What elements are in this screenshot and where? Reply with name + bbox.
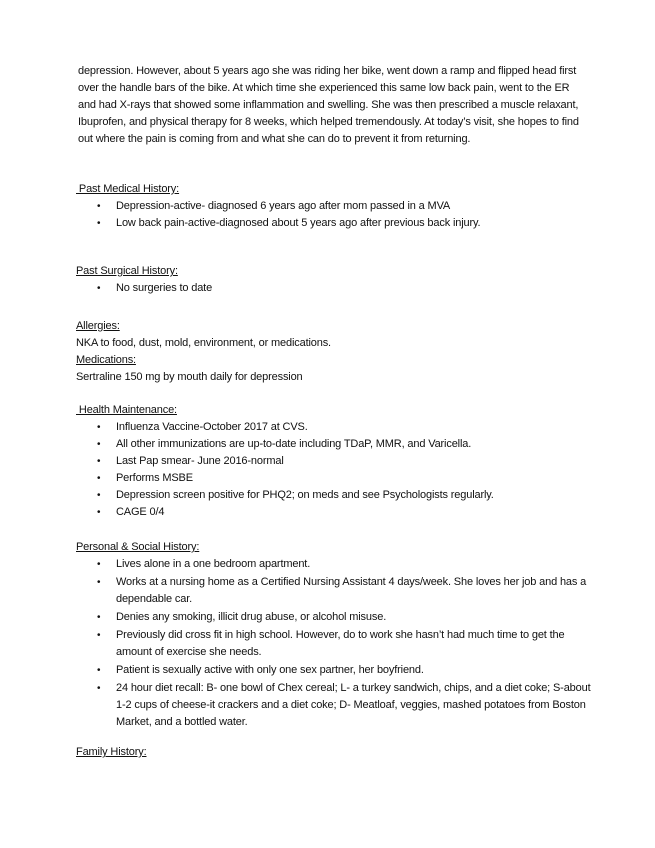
bullet-icon: •: [97, 201, 101, 212]
bullet-icon: •: [97, 490, 101, 501]
past-medical-history-list: [76, 198, 596, 232]
personal-social-history-section: [76, 539, 596, 732]
bullet-icon: •: [97, 630, 101, 641]
list-item: • Lives alone in a one bedroom apartment.: [76, 556, 596, 573]
list-item: • Denies any smoking, illicit drug abuse, or alcohol misuse.: [76, 609, 596, 626]
bullet-icon: •: [97, 422, 101, 433]
bullet-icon: •: [97, 283, 101, 294]
bullet-icon: •: [97, 683, 101, 694]
bullet-icon: •: [97, 456, 101, 467]
list-item: • Depression screen positive for PHQ2; on meds and see Psychologists regularly.: [76, 487, 596, 504]
past-medical-history-section: [76, 181, 596, 232]
allergies-text: NKA to food, dust, mold, environment, or medications.: [76, 337, 331, 349]
hpi-paragraph: depression. However, about 5 years ago she was riding her bike, went down a ramp and flipped head first over the handle bars of the bike. At which time she experienced this same low back pain, went to the ER and had X-rays that showed some inflammation and swelling. She was then prescribed a muscle relaxant, Ibuprofen, and physical therapy for 8 weeks, which helped tremendously. At today’s visit, she hopes to find out where the pain is coming from and what she can do to prevent it from returning.: [78, 65, 579, 145]
bullet-icon: •: [97, 473, 101, 484]
list-item: • 24 hour diet recall: B- one bowl of Chex cereal; L- a turkey sandwich, chips, and a diet coke; S-about 1-2 cups of cheese-it crackers and a diet coke; D- Meatloaf, veggies, mashed potatoes from Boston Market, and a bottled water.: [97, 682, 591, 728]
bullet-icon: •: [97, 439, 101, 450]
list-item: • All other immunizations are up-to-date including TDaP, MMR, and Varicella.: [76, 436, 596, 453]
allergies-medications-section: [76, 318, 596, 386]
bullet-icon: •: [97, 612, 101, 623]
list-item: • Last Pap smear- June 2016-normal: [76, 453, 596, 470]
medications-heading: Medications:: [76, 354, 136, 366]
past-medical-history-heading: Past Medical History:: [76, 183, 180, 195]
list-item: • CAGE 0/4: [76, 504, 596, 521]
list-item: • Works at a nursing home as a Certified Nursing Assistant 4 days/week. She loves her job and has a dependable car.: [97, 576, 587, 605]
health-maintenance-heading: Health Maintenance:: [76, 404, 177, 416]
past-surgical-history-heading: Past Surgical History:: [76, 265, 178, 277]
bullet-icon: •: [97, 577, 101, 588]
bullet-icon: •: [97, 559, 101, 570]
medications-text: Sertraline 150 mg by mouth daily for depression: [76, 371, 303, 383]
allergies-heading: Allergies:: [76, 320, 120, 332]
health-maintenance-section: [76, 402, 596, 521]
personal-social-history-list: [76, 556, 596, 731]
family-history-heading: Family History:: [76, 746, 147, 758]
health-maintenance-list: [76, 419, 596, 521]
bullet-icon: •: [97, 218, 101, 229]
list-item: • Performs MSBE: [76, 470, 596, 487]
list-item: • Previously did cross fit in high school. However, do to work she hasn’t had much time to get the amount of exercise she needs.: [97, 629, 565, 658]
past-surgical-history-section: [76, 263, 596, 297]
family-history-section: [76, 744, 596, 761]
personal-social-history-heading: Personal & Social History:: [76, 541, 200, 553]
list-item: • Patient is sexually active with only one sex partner, her boyfriend.: [76, 662, 596, 679]
bullet-icon: •: [97, 507, 101, 518]
past-surgical-history-list: [76, 280, 596, 297]
list-item: • Low back pain-active-diagnosed about 5 years ago after previous back injury.: [76, 215, 596, 232]
list-item: • Influenza Vaccine-October 2017 at CVS.: [76, 419, 596, 436]
bullet-icon: •: [97, 665, 101, 676]
list-item: • Depression-active- diagnosed 6 years ago after mom passed in a MVA: [76, 198, 596, 215]
list-item: • No surgeries to date: [76, 280, 596, 297]
